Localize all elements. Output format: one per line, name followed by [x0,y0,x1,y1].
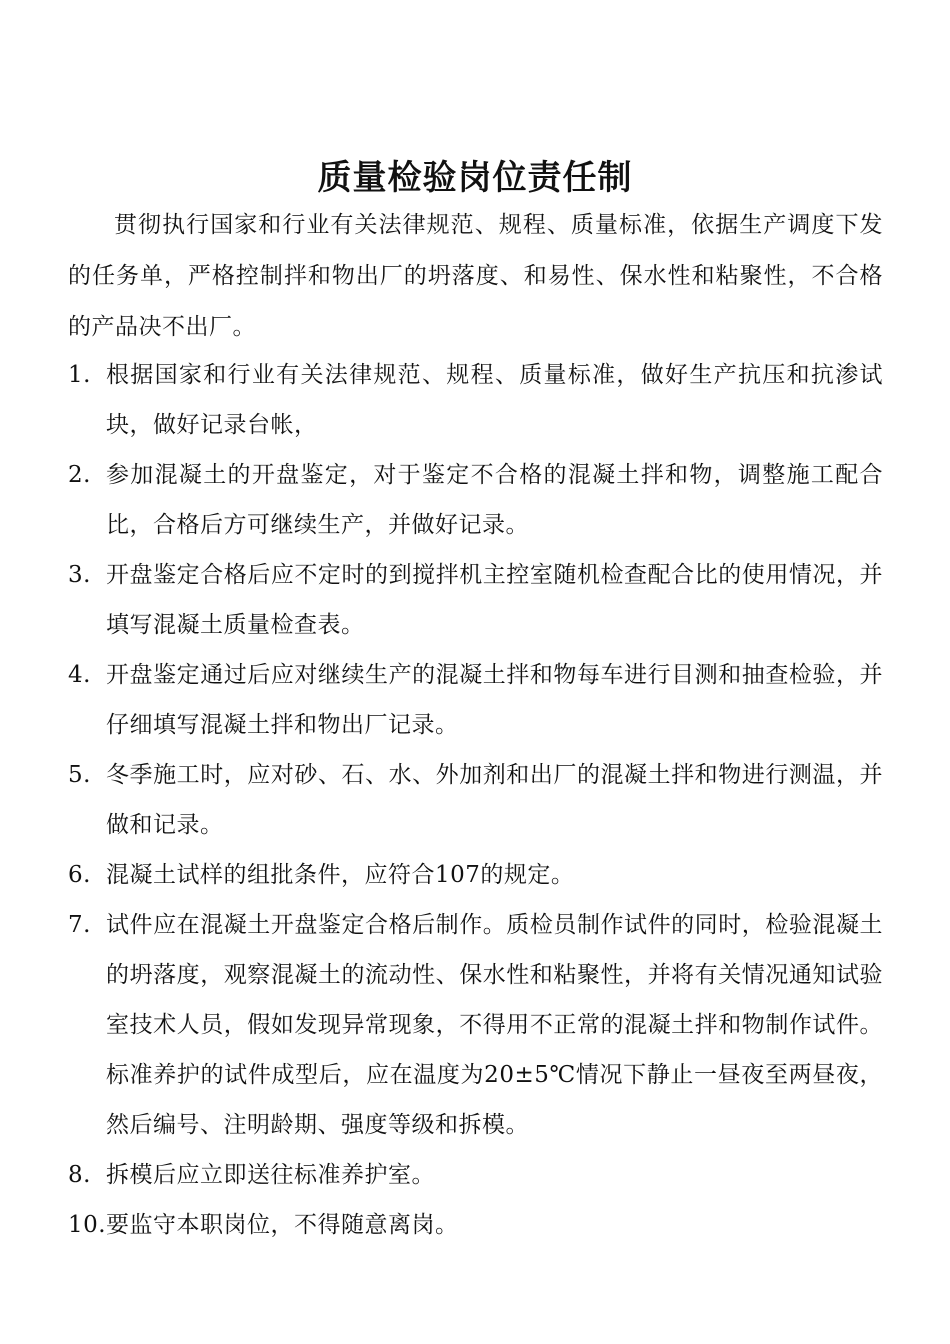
list-item [68,450,883,550]
list-item [68,1150,883,1200]
intro-paragraph: 贯彻执行国家和行业有关法律规范、规程、质量标准，依据生产调度下发的任务单，严格控制拌和物出厂的坍落度、和易性、保水性和粘聚性，不合格的产品决不出厂。 [68,212,883,340]
list-item-number: 2. [68,462,91,488]
list-item-number: 3. [68,562,91,588]
responsibility-list [68,350,883,1250]
list-item [68,350,883,450]
list-item-number: 5. [68,762,91,788]
list-item-text: 参加混凝土的开盘鉴定，对于鉴定不合格的混凝土拌和物，调整施工配合比，合格后方可继续生产，并做好记录。 [106,462,883,538]
list-item-text: 冬季施工时，应对砂、石、水、外加剂和出厂的混凝土拌和物进行测温，并做和记录。 [106,762,883,838]
list-item-number: 4. [68,662,91,688]
document-title: 质量检验岗位责任制 [317,158,633,198]
list-item-number: 1. [68,362,91,388]
list-item-text: 混凝土试样的组批条件，应符合107的规定。 [106,862,575,888]
list-item-text: 拆模后应立即送往标准养护室。 [106,1162,435,1188]
list-item-text: 要监守本职岗位，不得随意离岗。 [106,1212,459,1238]
list-item [68,650,883,750]
list-item-number: 10. [68,1212,107,1238]
list-item [68,900,883,1150]
list-item-text: 试件应在混凝土开盘鉴定合格后制作。质检员制作试件的同时，检验混凝土的坍落度，观察混凝土的流动性、保水性和粘聚性，并将有关情况通知试验室技术人员，假如发现异常现象，不得用不正常的混凝土拌和物制作试件。标准养护的试件成型后，应在温度为20±5℃情况下静止一昼夜至两昼夜，然后编号、注明龄期、强度等级和拆模。 [106,912,883,1138]
list-item [68,750,883,850]
list-item-text: 开盘鉴定通过后应对继续生产的混凝土拌和物每车进行目测和抽查检验，并仔细填写混凝土拌和物出厂记录。 [106,662,883,738]
list-item-number: 6. [68,862,91,888]
list-item [68,550,883,650]
list-item [68,850,883,900]
list-item-text: 根据国家和行业有关法律规范、规程、质量标准，做好生产抗压和抗渗试块，做好记录台帐， [106,362,883,438]
list-item [68,1200,883,1250]
list-item-text: 开盘鉴定合格后应不定时的到搅拌机主控室随机检查配合比的使用情况，并填写混凝土质量检查表。 [106,562,883,638]
list-item-number: 8. [68,1162,91,1188]
list-item-number: 7. [68,912,91,938]
